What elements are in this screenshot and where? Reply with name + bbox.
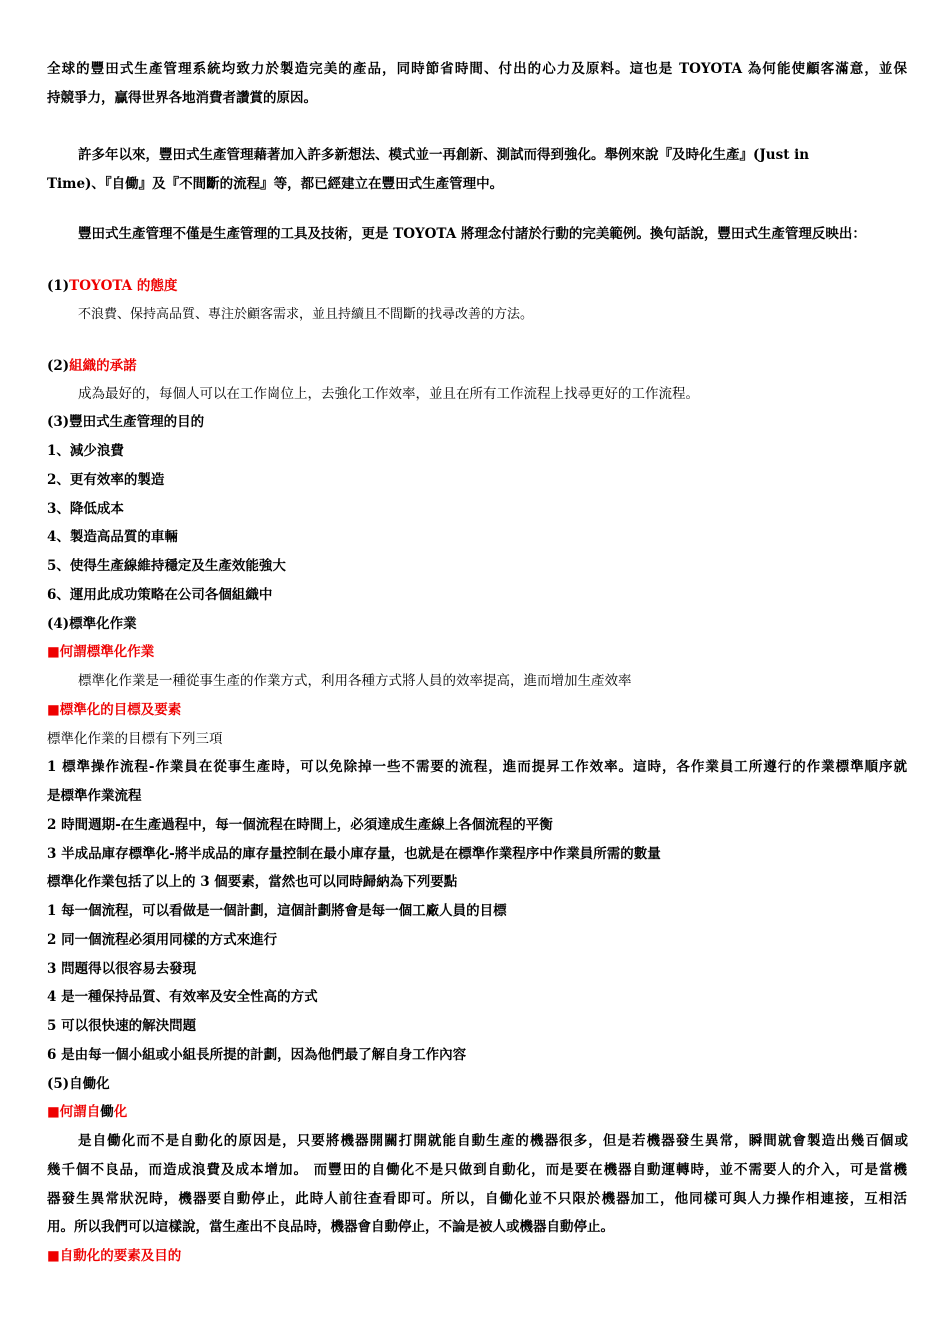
section-5-subheading-1 <box>47 1103 907 1121</box>
goal-1-line-2: 是標準作業流程 <box>47 788 142 804</box>
section-1-number: (1) <box>47 278 70 294</box>
section-4-subheading-1: ■何謂標準化作業 <box>47 644 155 660</box>
section-4-title: (4)標準化作業 <box>47 616 137 632</box>
intro-paragraph-2-line-2: Time)、『自働』及『不間斷的流程』等，都已經建立在豐田式生產管理中。 <box>47 176 504 192</box>
section-1-heading <box>47 277 907 295</box>
intro-paragraph-1-line-1: 全球的豐田式生產管理系統均致力於製造完美的產品，同時節省時間、付出的心力及原料。這也是 TOYOTA 為何能使顧客滿意，並保 <box>47 61 907 77</box>
goals-intro: 標準化作業的目標有下列三項 <box>47 731 223 747</box>
section-2-heading <box>47 357 907 375</box>
section-2-body: 成為最好的，每個人可以在工作崗位上，去強化工作效率，並且在所有工作流程上找尋更好的工作流程。 <box>78 386 699 402</box>
point-1: 1 每一個流程，可以看做是一個計劃，這個計劃將會是每一個工廠人員的目標 <box>47 903 507 919</box>
section-4-subheading-2: ■標準化的目標及要素 <box>47 702 182 718</box>
section-1-body: 不浪費、保持高品質、專注於顧客需求，並且持續且不間斷的找尋改善的方法。 <box>78 307 534 322</box>
section-5-body-line-3: 器發生異常狀況時，機器要自動停止，此時人前往查看即可。所以，自働化並不只限於機器加工，他同樣可與人力操作相連接，互相活 <box>47 1191 907 1207</box>
point-4: 4 是一種保持品質、有效率及安全性高的方式 <box>47 989 318 1005</box>
goal-1-line-1: 1 標準操作流程-作業員在從事生產時，可以免除掉一些不需要的流程，進而提昇工作效率。這時，各作業員工所遵行的作業標準順序就 <box>47 759 907 775</box>
section-4-sub-1-body: 標準化作業是一種從事生產的作業方式，利用各種方式將人員的效率提高，進而增加生產效率 <box>78 673 632 689</box>
section-3-item-6: 6、運用此成功策略在公司各個組織中 <box>47 587 273 603</box>
point-5: 5 可以很快速的解決問題 <box>47 1018 197 1034</box>
section-2-number: (2) <box>47 358 70 374</box>
intro-paragraph-2-line-1: 許多年以來，豐田式生產管理藉著加入許多新想法、模式並一再創新、測試而得到強化。舉例來說『及時化生產』(Just in <box>78 147 810 163</box>
points-intro: 標準化作業包括了以上的 3 個要素，當然也可以同時歸納為下列要點 <box>47 874 458 890</box>
section-1-title: TOYOTA 的態度 <box>69 278 178 294</box>
intro-paragraph-1-line-2: 持競爭力，贏得世界各地消費者讚賞的原因。 <box>47 90 317 106</box>
intro-paragraph-3: 豐田式生產管理不僅是生產管理的工具及技術，更是 TOYOTA 將理念付諸於行動的完美範例。換句話說，豐田式生產管理反映出： <box>78 226 866 242</box>
goal-2: 2 時間週期-在生產過程中，每一個流程在時間上，必須達成生產線上各個流程的平衡 <box>47 817 553 833</box>
section-3-title: (3)豐田式生產管理的目的 <box>47 414 205 430</box>
section-5-body-line-1: 是自働化而不是自動化的原因是，只要將機器開關打開就能自動生產的機器很多，但是若機器發生異常，瞬間就會製造出幾百個或 <box>78 1133 908 1149</box>
section-3-item-4: 4、製造高品質的車輛 <box>47 529 178 545</box>
section-5-subheading-1-part-a: ■何謂自 <box>47 1104 101 1120</box>
section-5-subheading-1-part-b: 働 <box>100 1104 114 1120</box>
section-3-item-1: 1、減少浪費 <box>47 443 124 459</box>
section-5-title: (5)自働化 <box>47 1076 110 1092</box>
section-5-body-line-2: 幾千個不良品，而造成浪費及成本增加。 而豐田的自働化不是只做到自動化，而是要在機器自動運轉時，並不需要人的介入，可是當機 <box>47 1162 907 1178</box>
section-5-body-line-4: 用。所以我們可以這樣說，當生產出不良品時，機器會自動停止，不論是被人或機器自動停止。 <box>47 1219 614 1235</box>
section-3-item-5: 5、使得生產線維持穩定及生產效能強大 <box>47 558 286 574</box>
goal-3: 3 半成品庫存標準化-將半成品的庫存量控制在最小庫存量，也就是在標準作業程序中作業員所需的數量 <box>47 846 661 862</box>
section-5-subheading-1-part-c: 化 <box>113 1104 128 1120</box>
section-3-item-3: 3、降低成本 <box>47 501 124 517</box>
section-5-subheading-2: ■自動化的要素及目的 <box>47 1248 182 1264</box>
section-3-item-2: 2、更有效率的製造 <box>47 472 165 488</box>
point-3: 3 問題得以很容易去發現 <box>47 961 197 977</box>
section-2-title: 組織的承諾 <box>69 358 137 374</box>
point-2: 2 同一個流程必須用同樣的方式來進行 <box>47 932 278 948</box>
point-6: 6 是由每一個小組或小組長所提的計劃，因為他們最了解自身工作內容 <box>47 1047 467 1063</box>
